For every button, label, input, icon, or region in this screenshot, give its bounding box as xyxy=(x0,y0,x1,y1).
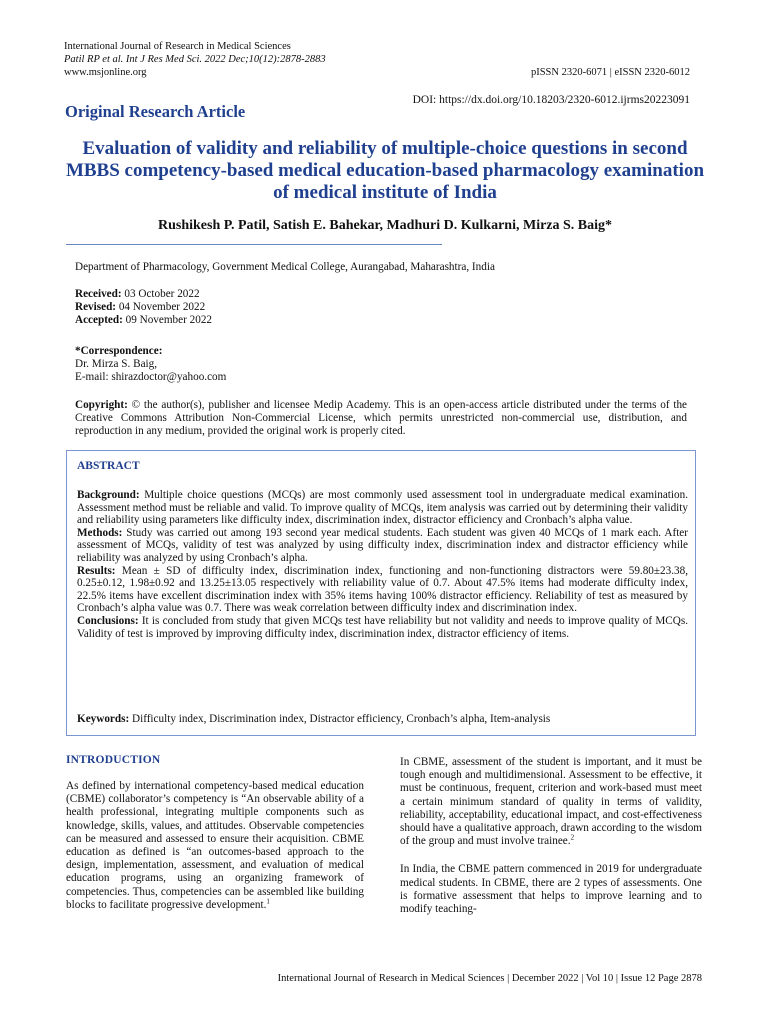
article-dates xyxy=(75,288,212,328)
keywords: Keywords: Difficulty index, Discrimination index, Distractor efficiency, Cronbach’s alpha, Item-analysis xyxy=(77,713,551,725)
intro-paragraph: As defined by international competency-based medical education (CBME) collaborator’s competency is “An observable ability of a health professional, integrating multiple components such as knowledge, skills, values, and attitudes. Observable competencies can be measured and assessed to ensure their acquisition. CBME education as defined is “an outcomes-based approach to the design, implementation, assessment, and evaluation of medical education programs, using an organizing framework of competencies. Thus, competencies can be assembled like building blocks to facilitate progressive development.$^1$ xyxy=(66,780,364,911)
reference-marker: 2 xyxy=(570,833,575,842)
abstract-body xyxy=(77,489,688,640)
article-type: Original Research Article xyxy=(65,102,246,121)
right-column xyxy=(400,756,702,931)
article-title: Evaluation of validity and reliability of multiple-choice questions in second MBBS competency-based medical education-based pharmacology examination of medical institute of India xyxy=(65,138,705,203)
intro-paragraph: In India, the CBME pattern commenced in 2019 for undergraduate medical students. In CBME, there are 2 types of assessments. One is formative assessment that helps to improve learning and to modify teaching- xyxy=(400,863,702,916)
left-column xyxy=(66,754,364,927)
revised-date: Revised: 04 November 2022 xyxy=(75,301,206,314)
correspondence-name: Dr. Mirza S. Baig, xyxy=(75,358,158,371)
abstract-methods: Methods: Study was carried out among 193 second year medical students. Each student was given 40 MCQs of 1 mark each. After assessment of MCQs, validity of test was analyzed by using difficulty index, discrimination index and distractor efficiency while reliability was analyzed by using Cronbach’s alpha. xyxy=(77,526,688,564)
abstract-conclusions: Conclusions: It is concluded from study that given MCQs test have reliability but not validity and needs to improve quality of MCQs. Validity of test is improved by improving difficulty index, discrimination index, distractor efficiency of items. xyxy=(77,614,689,640)
citation: Patil RP et al. Int J Res Med Sci. 2022 Dec;10(12):2878-2883 xyxy=(64,54,326,65)
title-divider xyxy=(66,244,442,245)
doi[interactable]: DOI: https://dx.doi.org/10.18203/2320-6012.ijrms20223091 xyxy=(412,94,690,106)
intro-paragraph: In CBME, assessment of the student is important, and it must be tough enough and multidimensional. Assessment to be effective, it must be continuous, frequent, criterion and work-based must meet a certain minimum standard of quality in terms of validity, reliability, acceptability, educational impact, and cost-effectiveness should have a qualitative approach, drawn according to the wisdom of the group and must involve trainee.$^2$ xyxy=(400,756,702,848)
affiliation: Department of Pharmacology, Government Medical College, Aurangabad, Maharashtra, India xyxy=(75,261,495,273)
reference-marker: 1 xyxy=(266,897,270,906)
abstract-results: Results: Mean ± SD of difficulty index, discrimination index, functioning and non-functioning distractors were 59.80±23.38, 0.25±0.12, 1.98±0.92 and 13.25±13.05 respectively with reliability value of 0.7. About 47.5% items had moderate difficulty index, 22.5% items have excellent discrimination index with 35% items having 100% distractor efficiency. Reliability of test as measured by Cronbach’s alpha value was 0.7. There was weak correlation between difficulty index and discrimination index. xyxy=(77,564,689,615)
issn: pISSN 2320-6071 | eISSN 2320-6012 xyxy=(530,67,690,78)
correspondence-email[interactable]: E-mail: shirazdoctor@yahoo.com xyxy=(75,371,227,384)
page-footer: International Journal of Research in Medical Sciences | December 2022 | Vol 10 | Issue 12 Page 2878 xyxy=(277,973,702,984)
correspondence-label: *Correspondence: xyxy=(75,345,163,357)
accepted-date: Accepted: 09 November 2022 xyxy=(75,314,213,327)
journal-website[interactable]: www.msjonline.org xyxy=(64,67,147,78)
journal-name: International Journal of Research in Medical Sciences xyxy=(64,41,291,52)
abstract-heading: ABSTRACT xyxy=(77,460,140,472)
abstract-background: Background: Multiple choice questions (MCQs) are most commonly used assessment tool in undergraduate medical examination. Assessment method must be reliable and valid. To improve quality of MCQs, item analysis was carried out by determining their validity and reliability using parameters like difficulty index, discrimination index, distractor efficiency and Cronbach’s alpha value. xyxy=(77,489,688,527)
copyright-notice: Copyright: © the author(s), publisher and licensee Medip Academy. This is an open-access article distributed under the terms of the Creative Commons Attribution Non-Commercial License, which permits unrestricted non-commercial use, distribution, and reproduction in any medium, provided the original work is properly cited. xyxy=(75,399,687,438)
introduction-heading: INTRODUCTION xyxy=(66,754,161,766)
correspondence xyxy=(75,345,226,385)
received-date: Received: 03 October 2022 xyxy=(75,288,200,300)
author-list: Rushikesh P. Patil, Satish E. Bahekar, Madhuri D. Kulkarni, Mirza S. Baig* xyxy=(157,218,613,233)
abstract-box xyxy=(66,450,696,736)
